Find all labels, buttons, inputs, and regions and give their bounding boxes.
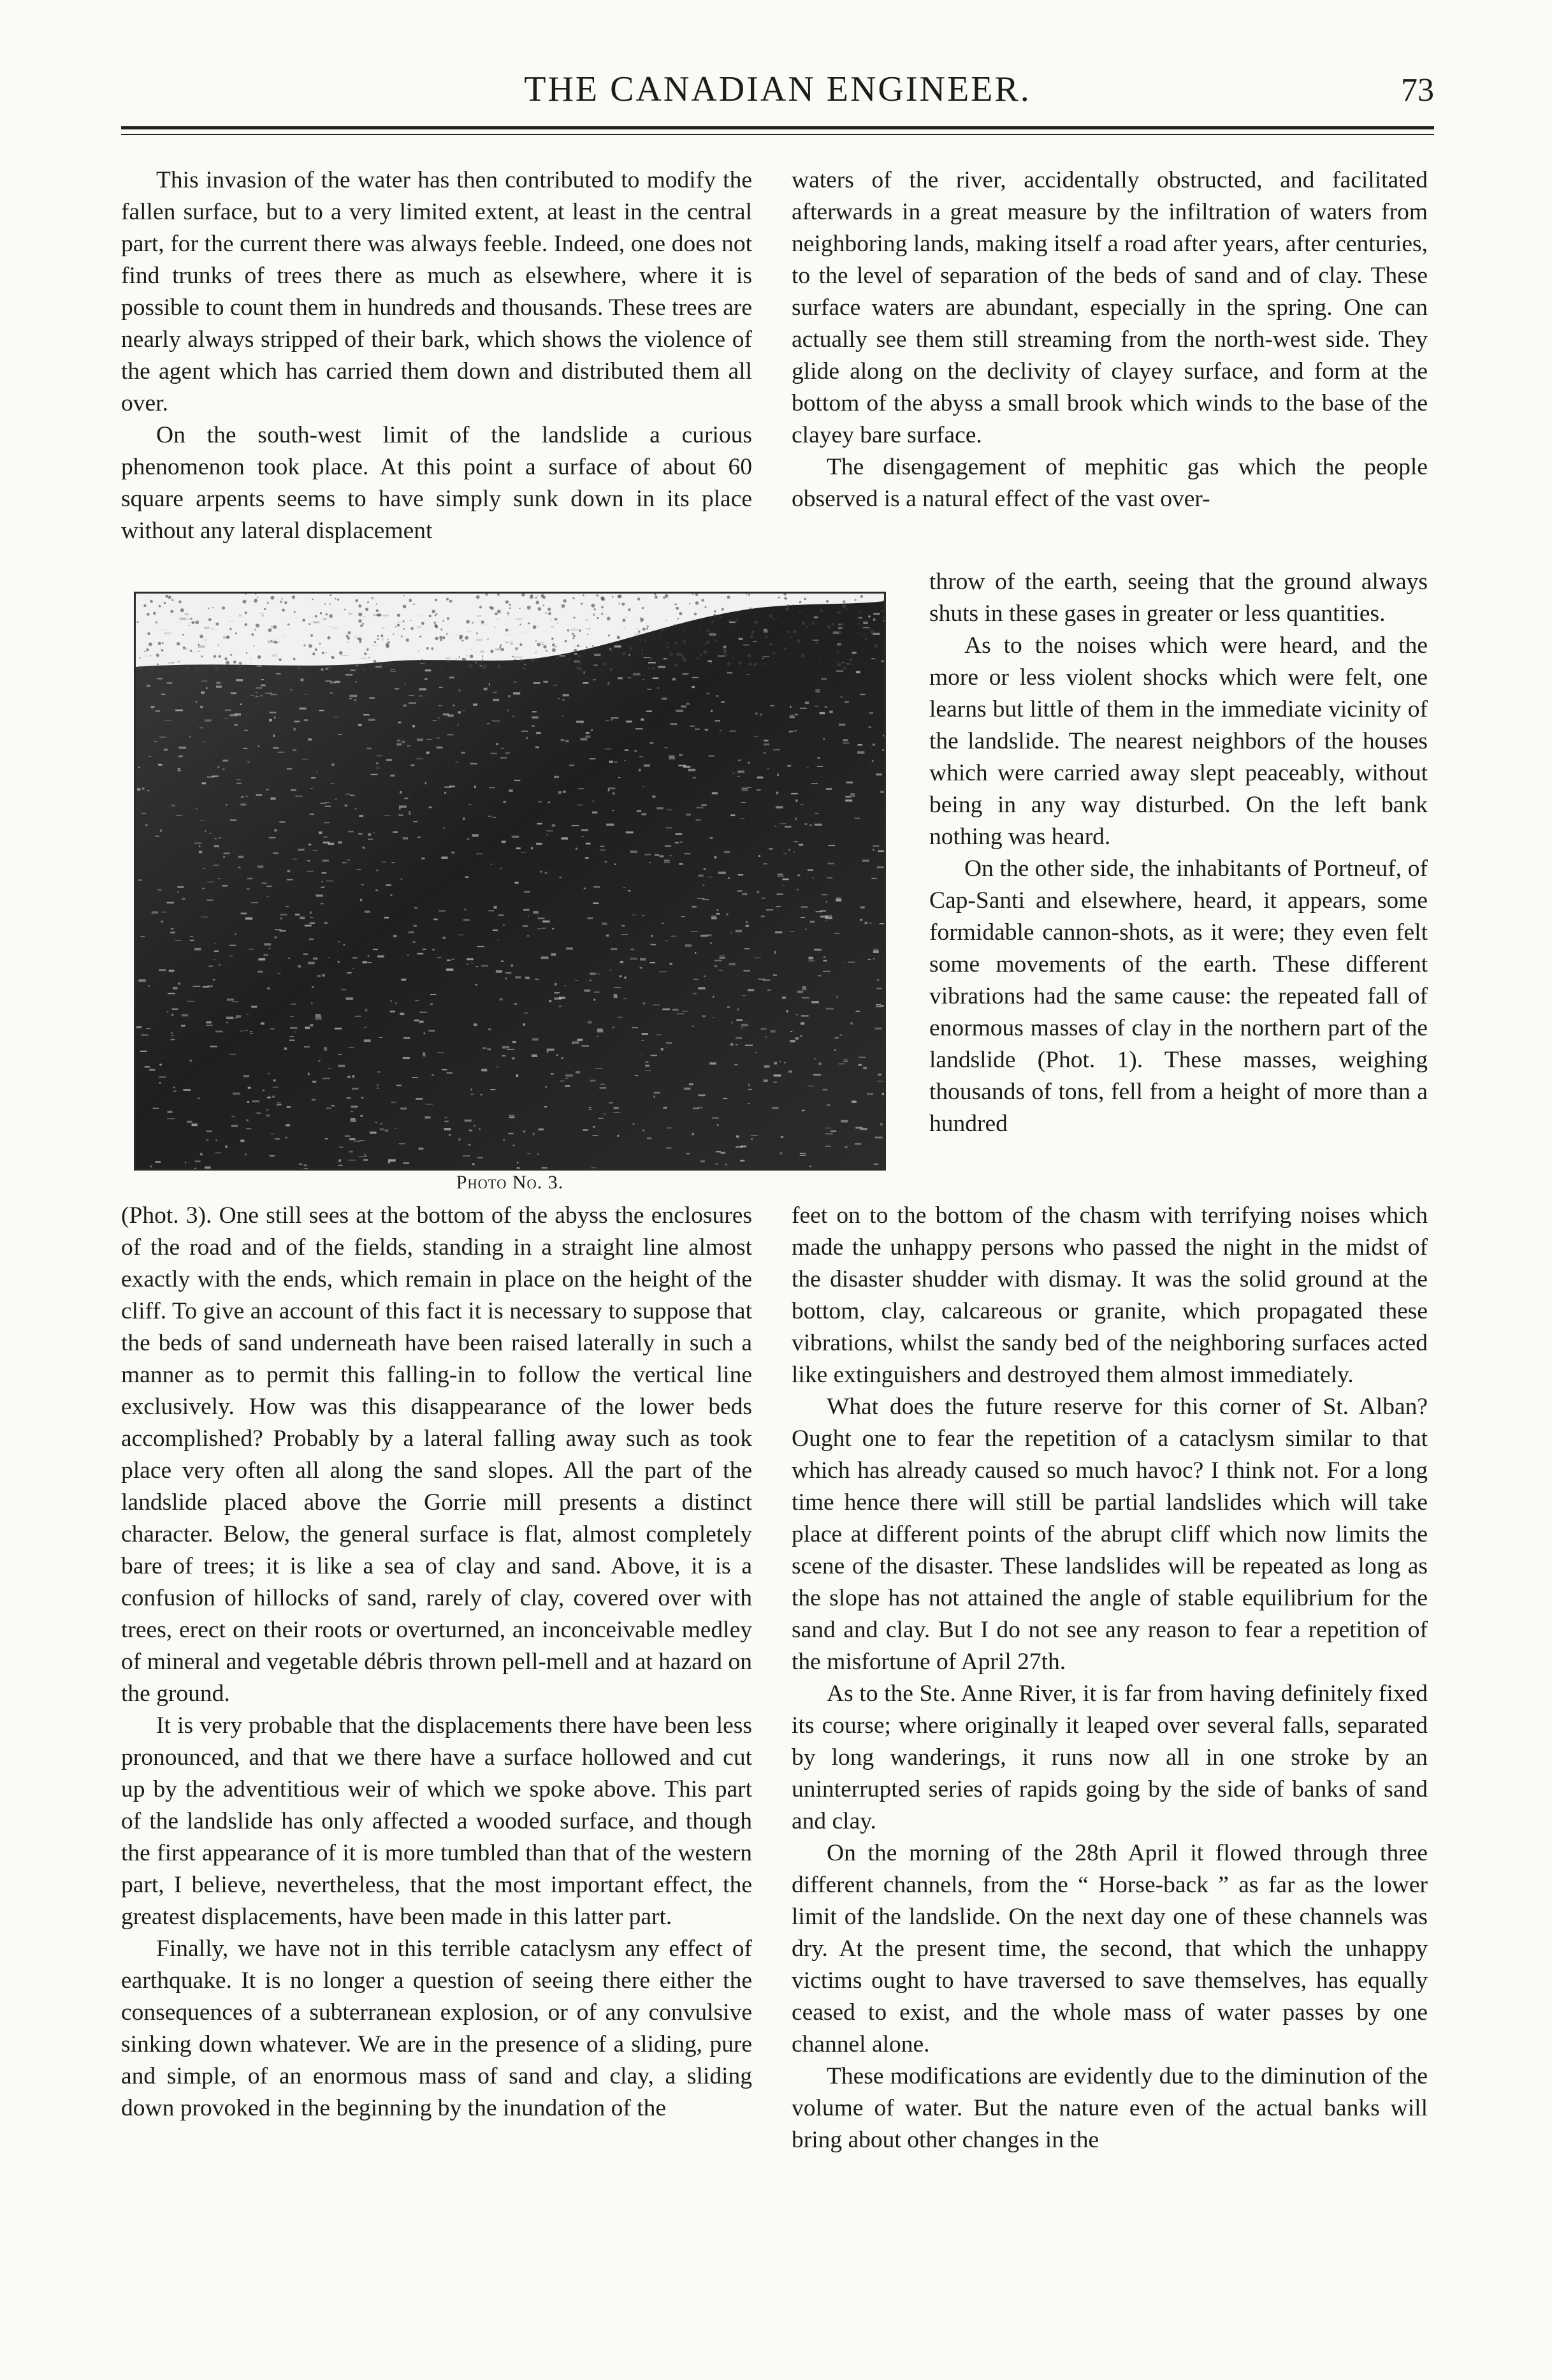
paragraph: On the south-west limit of the landslide a curious phenomenon took place. At this point a surface of about 60 square arpents seems to have simply sunk down in its place without any lateral displacement [121, 422, 752, 544]
photo-caption: Photo No. 3. [456, 1172, 564, 1193]
paragraph: throw of the earth, seeing that the ground always shuts in these gases in greater or less quantities. [929, 569, 1428, 627]
right-column-bottom [792, 1200, 1428, 2156]
landslide-photo [134, 592, 886, 1171]
right-column-top [792, 164, 1428, 515]
paragraph: As to the Ste. Anne River, it is far from having definitely fixed its course; where originally it leaped over several falls, separated by long wanderings, it runs now all in one stroke by an uninterrupted series of rapids going by the side of banks of sand and clay. [792, 1681, 1428, 1834]
paragraph: It is very probable that the displacements there have been less pronounced, and that we there have a surface hollowed and cut up by the adventitious weir of which we spoke above. This part of the landslide has only affected a wooded surface, and though the first appearance of it is more tumbled than that of the western part, I believe, nevertheless, that the most important effect, the greatest displacements, have been made in this latter part. [121, 1712, 752, 1930]
page-number: 73 [1401, 72, 1434, 108]
paragraph: On the morning of the 28th April it flowed through three different channels, from the “ Horse-back ” as far as the lower limit of the landslide. On the next day one of these channels was dry. At the present time, the second, that which the unhappy victims ought to have traversed to save themselves, has equally ceased to exist, and the whole mass of water passes by one channel alone. [792, 1840, 1428, 2057]
left-column-top [121, 164, 752, 547]
running-title: THE CANADIAN ENGINEER. [524, 69, 1031, 109]
paragraph: What does the future reserve for this corner of St. Alban? Ought one to fear the repetition of a cataclysm similar to that which has already caused so much havoc? I think not. For a long time hence there will still be partial landslides which will take place at different points of the abrupt cliff which now limits the scene of the disaster. These landslides will be repeated as long as the slope has not attained the angle of stable equilibrium for the sand and clay. But I do not see any reason to fear a repetition of the misfortune of April 27th. [792, 1394, 1428, 1675]
paragraph: As to the noises which were heard, and the more or less violent shocks which were felt, one learns but little of them in the immediate vicinity of the landslide. The nearest neighbors of the houses which were carried away slept peaceably, without being in any way disturbed. On the left bank nothing was heard. [929, 632, 1428, 850]
paragraph: This invasion of the water has then contributed to modify the fallen surface, but to a very limited extent, at least in the central part, for the current there was always feeble. Indeed, one does not find trunks of trees there as much as elsewhere, where it is possible to count them in hundreds and thousands. These trees are nearly always stripped of their bark, which shows the violence of the agent which has carried them down and distributed them all over. [121, 167, 752, 416]
paragraph: On the other side, the inhabitants of Portneuf, of Cap-Santi and elsewhere, heard, it appears, some formidable cannon-shots, as it were; they even felt some movements of the earth. These different vibrations had the same cause: the repeated fall of enormous masses of clay in the northern part of the landslide (Phot. 1). These masses, weighing thousands of tons, fell from a height of more than a hundred [929, 856, 1428, 1137]
page-header [121, 57, 1434, 121]
paragraph: (Phot. 3). One still sees at the bottom of the abyss the enclosures of the road and of the fields, standing in a straight line almost exactly with the ends, which remain in place on the height of the cliff. To give an account of this fact it is necessary to suppose that the beds of sand underneath have been raised laterally in such a manner as to permit this falling-in to follow the vertical line exclusively. How was this disappearance of the lower beds accomplished? Probably by a lateral falling away such as took place very often all along the sand slopes. All the part of the landslide placed above the Gorrie mill presents a distinct character. Below, the general surface is flat, almost completely bare of trees; it is like a sea of clay and sand. Above, it is a confusion of hillocks of sand, rarely of clay, covered over with trees, erect on their roots or overturned, an inconceivable medley of mineral and vegetable débris thrown pell-mell and at hazard on the ground. [121, 1202, 752, 1707]
paragraph: waters of the river, accidentally obstructed, and facilitated afterwards in a great measure by the infiltration of waters from neighboring lands, making itself a road after years, after centuries, to the level of separation of the beds of sand and of clay. These surface waters are abundant, especially in the spring. One can actually see them still streaming from the north-west side. They glide along on the declivity of clayey surface, and form at the bottom of the abyss a small brook which winds to the base of the clayey bare surface. [792, 167, 1428, 448]
header-rule-thick [121, 126, 1434, 129]
photo-engraving [136, 594, 884, 1169]
paragraph: Finally, we have not in this terrible cataclysm any effect of earthquake. It is no longer a question of seeing there either the consequences of a subterranean explosion, or of any convulsive sinking down whatever. We are in the presence of a sliding, pure and simple, of an enormous mass of sand and clay, a sliding down provoked in the beginning by the inundation of the [121, 1936, 752, 2121]
paragraph: feet on to the bottom of the chasm with terrifying noises which made the unhappy persons who passed the night in the midst of the disaster shudder with dismay. It was the solid ground at the bottom, clay, calcareous or granite, which propagated these vibrations, whilst the sandy bed of the neighboring surfaces acted like extinguishers and destroyed them almost immediately. [792, 1202, 1428, 1388]
paragraph: These modifications are evidently due to the diminution of the volume of water. But the nature even of the actual banks will bring about other changes in the [792, 2063, 1428, 2153]
left-column-bottom [121, 1200, 752, 2124]
right-column-wrap [929, 566, 1428, 1140]
header-rule-thin [121, 134, 1434, 135]
paragraph: The disengagement of mephitic gas which the people observed is a natural effect of the vast over- [792, 454, 1428, 512]
